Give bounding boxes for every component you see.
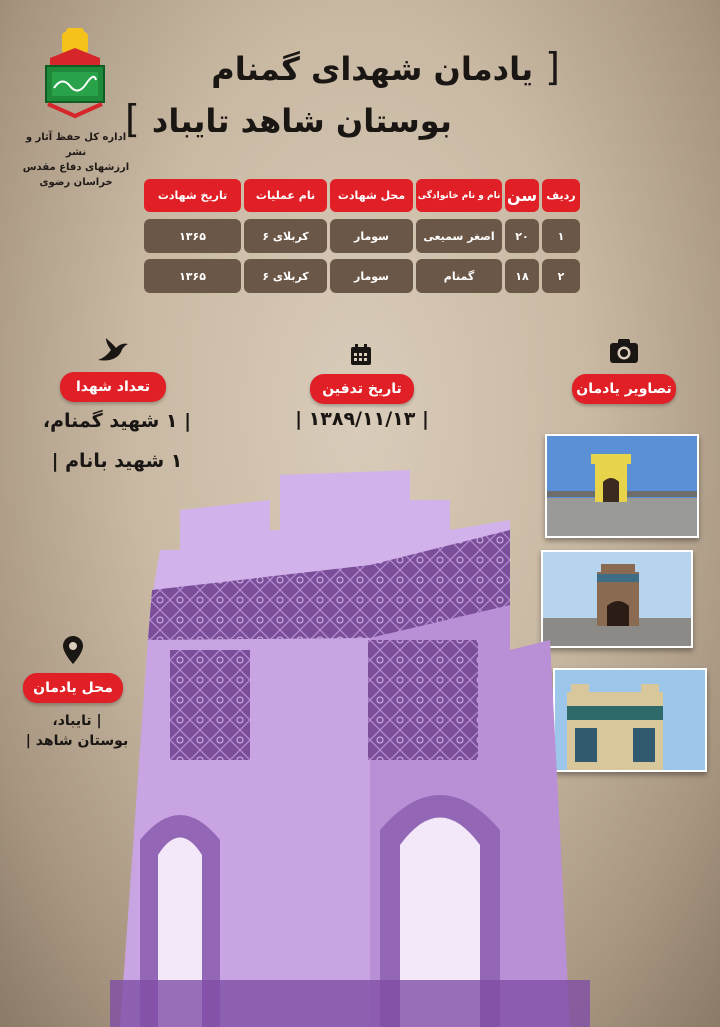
map-pin-icon [63, 636, 83, 664]
table-cell: کربلای ۶ [244, 259, 327, 293]
poster: اداره کل حفظ آثار و نشر ارزشهای دفاع مقدس خراسان رضوی [ یادمان شهدای گمنام بوستان شاهد تایباد ] ردیف سن نام و نام خانوادگی محل شهادت نام عملیات تاریخ شهادت ۱ ۲۰ اصغر سمیعی سومار کربلای ۶ ۱۳۶۵ ۲ ۱۸ گمنام سومار کربلای ۶ ۱۳۶۵ تعداد شهدا | ۱ شهید گمنام، ۱ شهید بانام | تاریخ تدفین | ۱۳۸۹/۱۱/۱۳ | تصاویر یادمان محل یادمان | تایباد، بوستان شاهد | [0, 0, 720, 1027]
header-operation: نام عملیات [244, 179, 327, 212]
location-label: محل یادمان [23, 673, 123, 703]
table-cell: ۲ [542, 259, 580, 293]
table-cell: کربلای ۶ [244, 219, 327, 253]
header-row-number: ردیف [542, 179, 580, 212]
header-full-name: نام و نام خانوادگی [416, 179, 502, 212]
memorial-tower-illustration [110, 470, 590, 1027]
table-cell: ۱ [542, 219, 580, 253]
martyrs-count-line-2: ۱ شهید بانام | [51, 450, 183, 472]
burial-date-label: تاریخ تدفین [310, 374, 414, 404]
calendar-icon [350, 344, 372, 366]
title-line-2: بوستان شاهد تایباد [151, 102, 452, 140]
table-cell: گمنام [416, 259, 502, 293]
organization-logo [40, 28, 110, 120]
location-line-2: بوستان شاهد | [25, 733, 129, 749]
camera-icon [609, 338, 639, 364]
table-cell: سومار [330, 259, 413, 293]
table-cell: اصغر سمیعی [416, 219, 502, 253]
photos-label: تصاویر یادمان [572, 374, 676, 404]
martyrs-count-line-1: | ۱ شهید گمنام، [42, 410, 192, 432]
title-line-1: یادمان شهدای گمنام [211, 50, 534, 88]
table-cell: ۱۳۶۵ [144, 219, 241, 253]
header-martyrdom-date: تاریخ شهادت [144, 179, 241, 212]
table-cell: ۱۳۶۵ [144, 259, 241, 293]
organization-name: اداره کل حفظ آثار و نشر ارزشهای دفاع مقدس خراسان رضوی [22, 132, 130, 188]
table-cell: سومار [330, 219, 413, 253]
burial-date-value: | ۱۳۸۹/۱۱/۱۳ | [295, 408, 429, 430]
dove-icon [96, 338, 130, 364]
header-age: سن [505, 179, 539, 212]
location-line-1: | تایباد، [52, 713, 102, 729]
martyrs-count-label: تعداد شهدا [60, 372, 166, 402]
table-cell: ۱۸ [505, 259, 539, 293]
table-cell: ۲۰ [505, 219, 539, 253]
header-martyrdom-place: محل شهادت [330, 179, 413, 212]
